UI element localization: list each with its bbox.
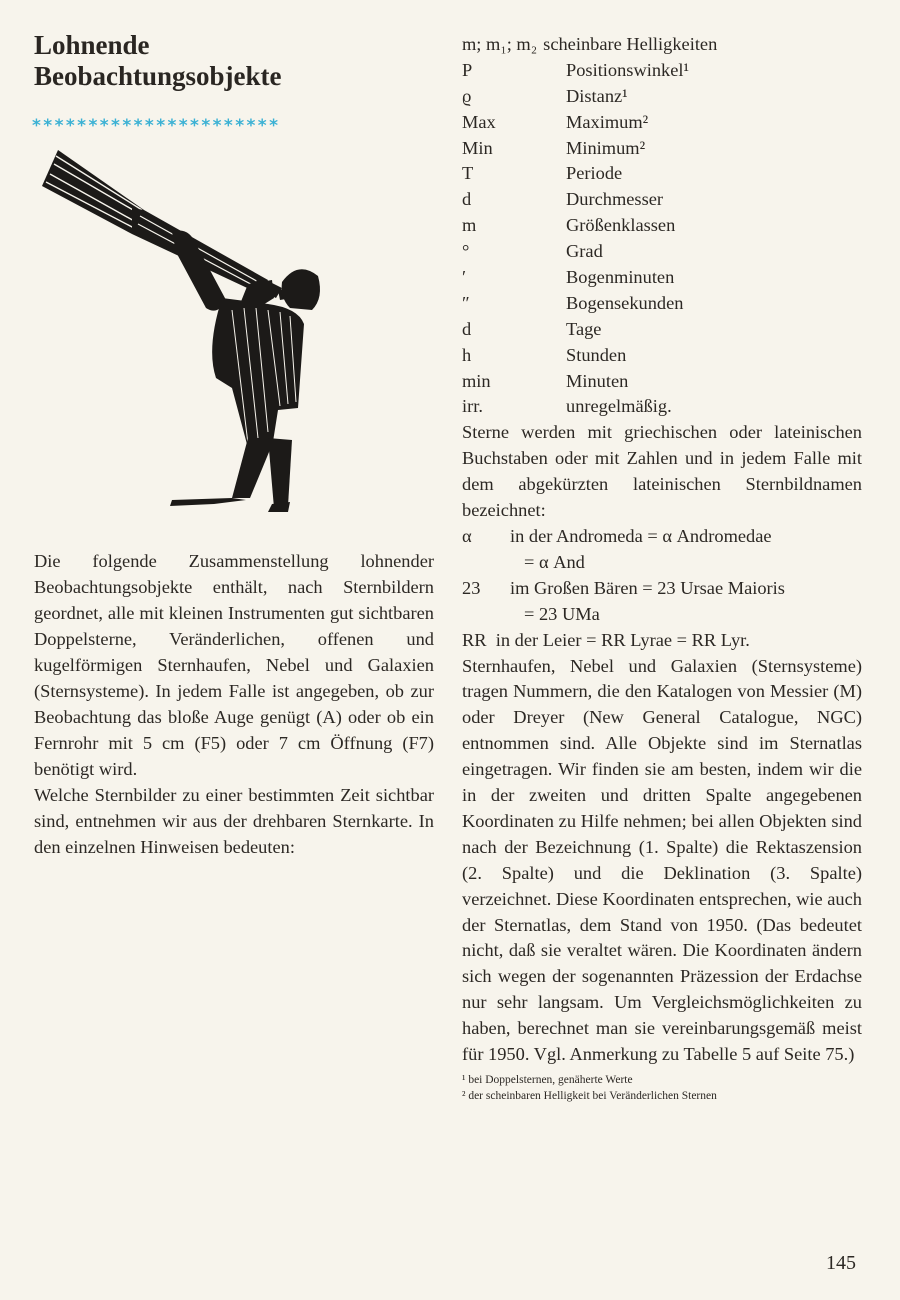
legend-row (462, 369, 862, 395)
page-title (34, 30, 434, 92)
legend-symbol: h (462, 344, 472, 365)
legend-meaning: unregelmäßig. (566, 396, 672, 417)
legend-row (462, 110, 862, 136)
symbol-legend (462, 32, 862, 420)
legend-symbol: m (462, 215, 477, 236)
example-symbol: α (462, 525, 472, 546)
telescope-observer-illustration (36, 148, 336, 518)
legend-symbol: P (462, 59, 473, 80)
example-continuation: = α And (524, 551, 585, 572)
legend-symbol: m; m₁; m₂ (462, 34, 538, 54)
legend-meaning: Durchmesser (566, 189, 664, 210)
legend-row (462, 161, 862, 187)
footnote-1: ¹ bei Doppelsternen, genäherte Werte (462, 1074, 633, 1087)
legend-meaning: Minuten (566, 370, 629, 391)
legend-meaning: Tage (566, 318, 602, 339)
legend-meaning: Bogenminuten (566, 267, 675, 288)
rr-example: RR in der Leier = RR Lyrae = RR Lyr. (462, 629, 750, 650)
legend-row (462, 343, 862, 369)
legend-row (462, 291, 862, 317)
legend-row (462, 265, 862, 291)
legend-meaning: Minimum² (566, 137, 646, 158)
legend-row (462, 239, 862, 265)
telescope-icon (42, 150, 282, 298)
legend-symbol: Min (462, 137, 493, 158)
legend-row (462, 32, 862, 58)
legend-row (462, 187, 862, 213)
legend-row (462, 317, 862, 343)
legend-meaning: Bogensekunden (566, 292, 684, 313)
legend-meaning: Distanz¹ (566, 85, 628, 106)
legend-symbol: irr. (462, 396, 483, 417)
catalogue-paragraph: Sternhaufen, Nebel und Galaxien (Sternsysteme) tragen Nummern, die den Katalogen von Messier (M) oder Dreyer (New General Catalogue, NGC) entnommen sind. Alle Objekte sind im Sternatlas eingetragen. Wir finden sie am besten, indem wir die in der zweiten und dritten Spalte angegebenen Koordinaten zu Hilfe nehmen; bei allen Objekten sind nach der Bezeichnung (1. Spalte) die Rektaszension (2. Spalte) und die Deklination (3. Spalte) verzeichnet. Diese Koordinaten entsprechen, wie auch der Sternatlas, dem Stand von 1950. (Das bedeutet nicht, daß sie veraltet wären. Die Koordinaten ändern sich wegen der sogenannten Präzession der Erdachse nur sehr langsam. Um Vergleichsmöglichkeiten zu haben, berechnet man sie vereinbarungsgemäß meist für 1950. Vgl. Anmerkung zu Tabelle 5 auf Seite 75.) (462, 655, 862, 1065)
star-naming-text (462, 420, 862, 524)
legend-meaning: Grad (566, 241, 603, 262)
star-naming-intro: Sterne werden mit griechischen oder lateinischen Buchstaben oder mit Zahlen und in jedem Falle mit dem abgekürzten lateinischen Sternbildnamen bezeichnet: (462, 422, 862, 521)
legend-meaning: Größenklassen (566, 215, 676, 236)
legend-meaning: Stunden (566, 344, 627, 365)
legend-symbol: ° (462, 241, 470, 262)
intro-text (34, 548, 434, 860)
example-line: in der Andromeda = α Andromedae (510, 525, 772, 546)
page-number: 145 (826, 1252, 856, 1274)
legend-meaning: Maximum² (566, 111, 649, 132)
legend-symbol: d (462, 318, 472, 339)
naming-example (462, 576, 862, 628)
legend-row (462, 136, 862, 162)
star-divider: ********************** (32, 116, 281, 136)
legend-symbol: d (462, 189, 472, 210)
example-symbol: 23 (462, 577, 481, 598)
legend-row (462, 58, 862, 84)
legend-symbol: T (462, 163, 474, 184)
legend-row (462, 213, 862, 239)
example-continuation: = 23 UMa (524, 603, 600, 624)
footnote-2: ² der scheinbaren Helligkeit bei Veränderlichen Sternen (462, 1090, 717, 1103)
legend-symbol: min (462, 370, 491, 391)
legend-row (462, 394, 862, 420)
legend-meaning: Positionswinkel¹ (566, 59, 690, 80)
intro-paragraph-2: Welche Sternbilder zu einer bestimmten Zeit sichtbar sind, entnehmen wir aus der drehbaren Sternkarte. In den einzelnen Hinweisen bedeuten: (34, 785, 434, 857)
catalogue-text (462, 628, 862, 1068)
legend-symbol: ″ (462, 292, 470, 313)
legend-meaning: Periode (566, 163, 623, 184)
legend-row (462, 84, 862, 110)
naming-example (462, 524, 862, 576)
footnotes (462, 1072, 862, 1104)
intro-paragraph-1: Die folgende Zusammenstellung lohnender Beobachtungsobjekte enthält, nach Sternbildern geordnet, alle mit kleinen Instrumenten gut sichtbaren Doppelsterne, Veränderlichen, offenen und kugelförmigen Sternhaufen, Nebel und Galaxien (Sternsysteme). In jedem Falle ist angegeben, ob zur Beobachtung das bloße Auge genügt (A) oder ob ein Fernrohr mit 5 cm (F5) oder 7 cm Öffnung (F7) benötigt wird. (34, 551, 434, 779)
title-line-1: Lohnende (34, 30, 150, 60)
legend-symbol: ′ (462, 267, 467, 288)
legend-symbol: Max (462, 111, 496, 132)
legend-symbol: ϱ (462, 85, 472, 106)
title-line-2: Beobachtungsobjekte (34, 61, 282, 91)
right-column (462, 32, 862, 1104)
legend-meaning: scheinbare Helligkeiten (543, 34, 718, 54)
example-line: im Großen Bären = 23 Ursae Maioris (510, 577, 785, 598)
